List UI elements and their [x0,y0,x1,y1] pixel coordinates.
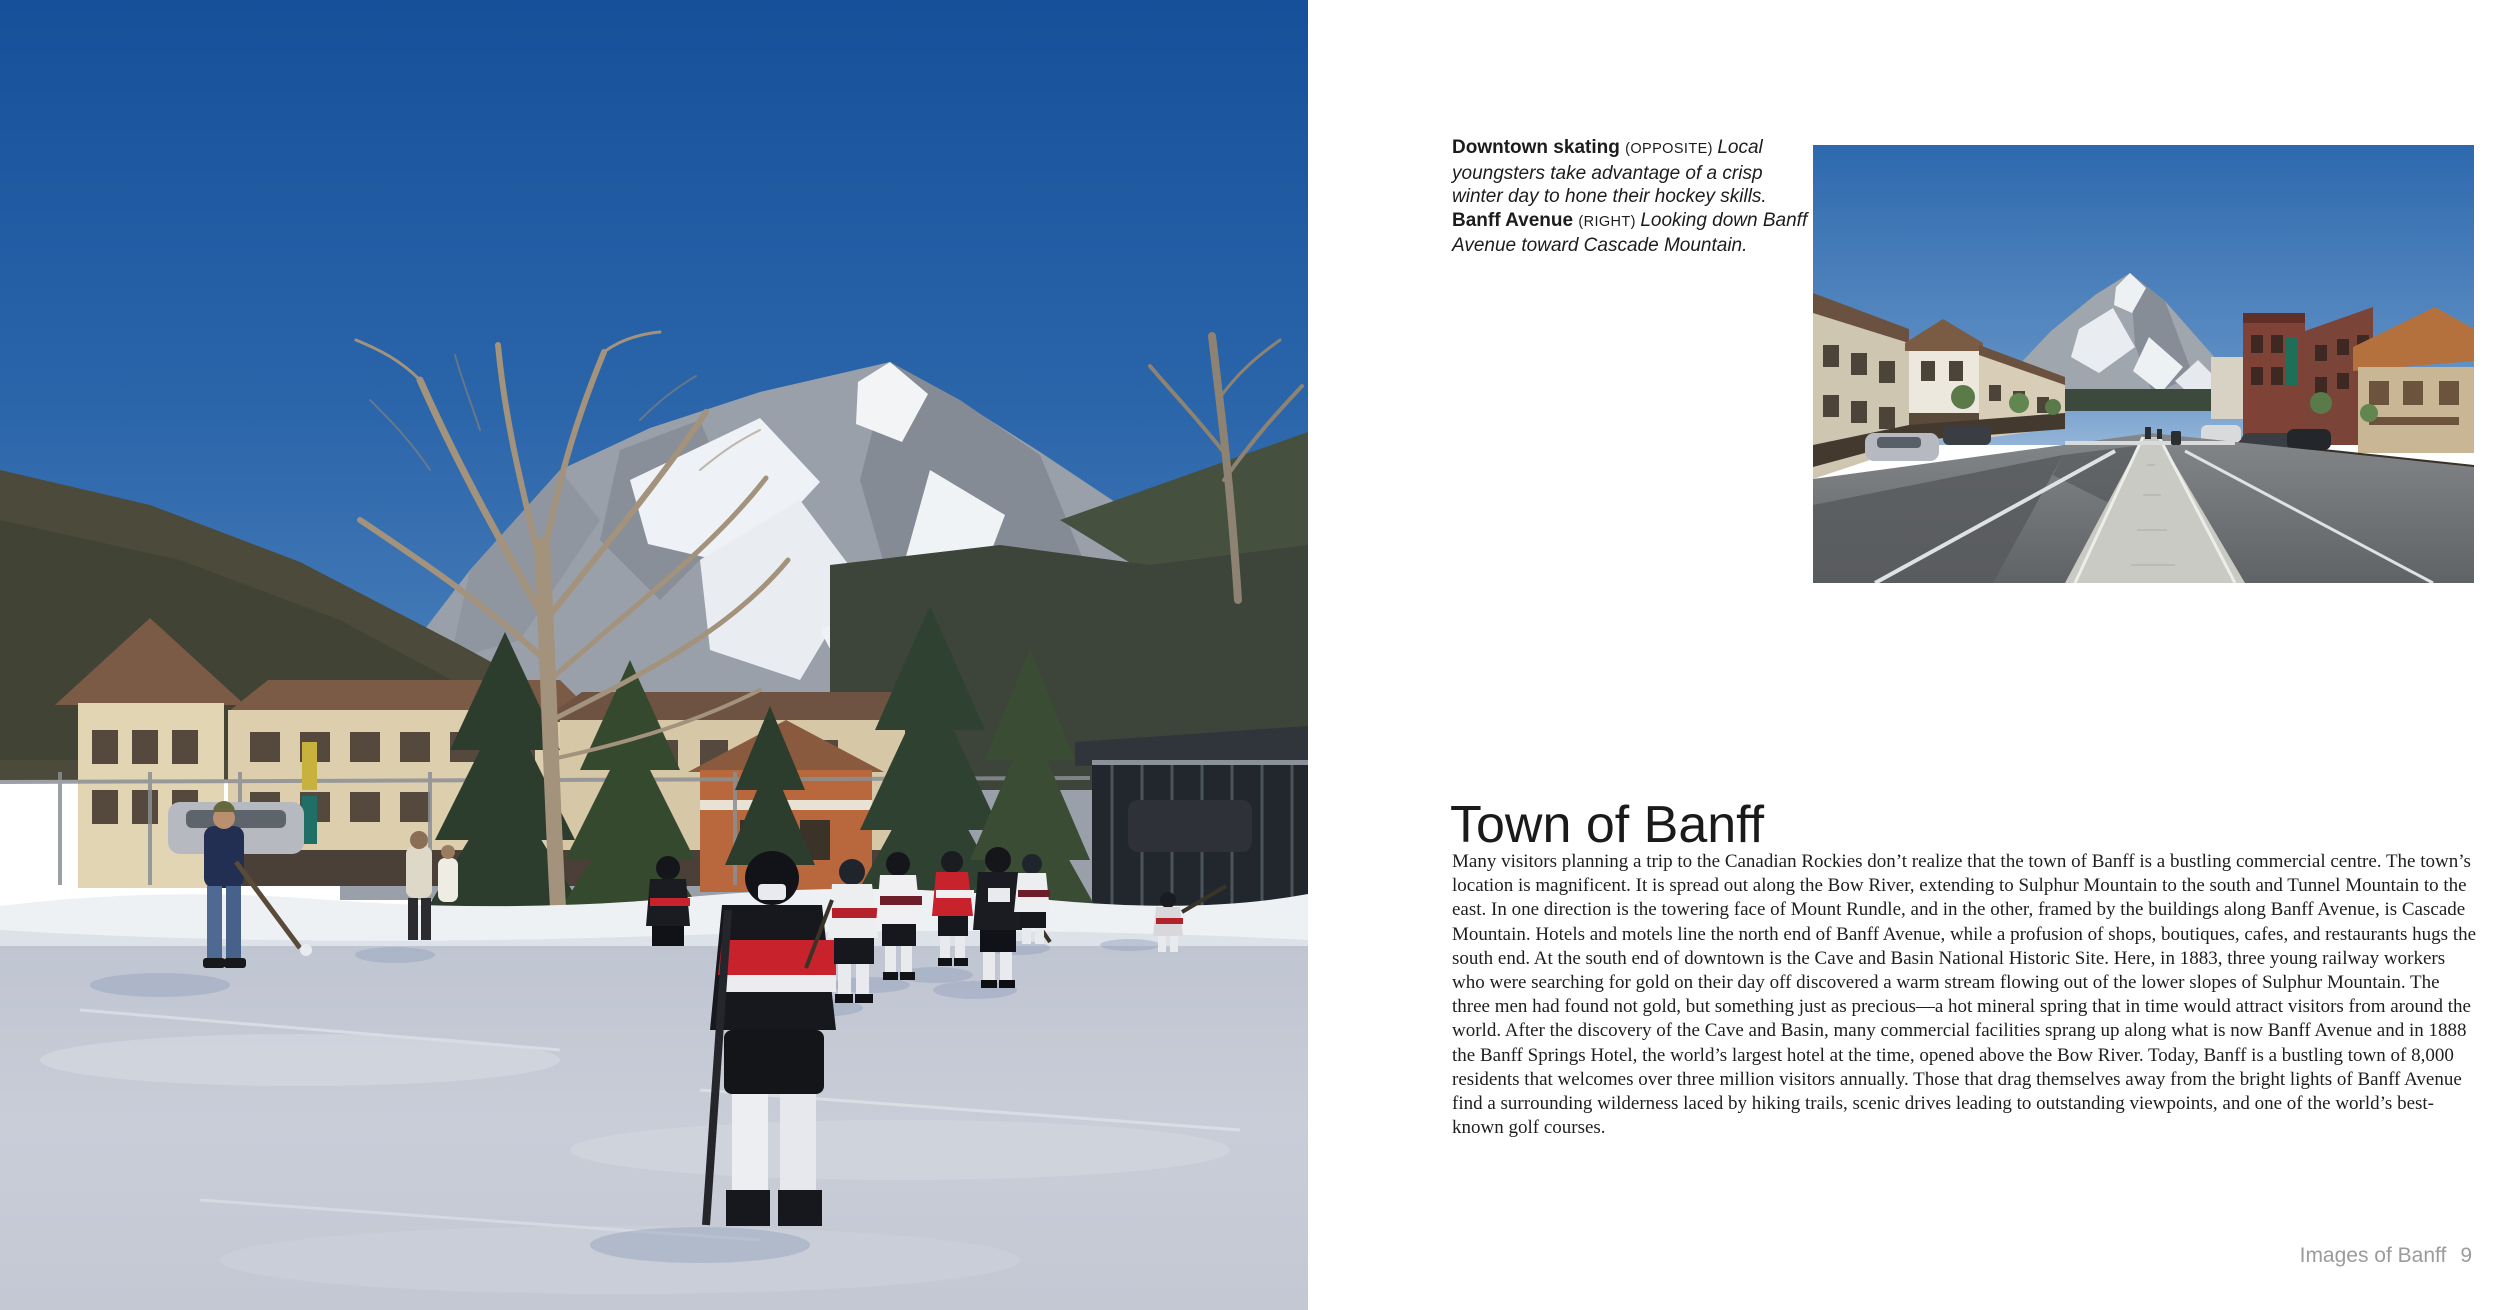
caption-run-caps: (OPPOSITE) [1625,141,1718,157]
banff-avenue-photo [1813,145,2474,583]
caption-run-bold: Banff Avenue [1452,209,1579,231]
footer-book-title: Images of Banff [2299,1244,2447,1267]
page-number: 9 [2460,1244,2472,1267]
page-footer [2300,1244,2472,1268]
body-paragraph: Many visitors planning a trip to the Canadian Rockies don’t realize that the town of Banff is a bustling commercial centre. The town’s location is magnificent. It is spread out along the Bow River, extending to Sulphur Mountain to the south and Tunnel Mountain to the east. In one direction is the towering face of Mount Rundle, and in the other, framed by the buildings along Banff Avenue, is Cascade Mountain. Hotels and motels line the north end of Banff Avenue, while a profusion of shops, boutiques, cafes, and restaurants hugs the south end. At the south end of downtown is the Cave and Basin National Historic Site. Here, in 1883, three young railway workers who were searching for gold on their day off discovered a warm stream flowing out of the lower slopes of Sulphur Mountain. The three men had found not gold, but something just as precious—a hot mineral spring that in time would attract visitors from around the world. After the discovery of the Cave and Basin, many commercial facilities sprang up along what is now Banff Avenue and in 1888 the Banff Springs Hotel, the world’s largest hotel at the time, opened above the Bow River. Today, Banff is a bustling town of 8,000 residents that welcomes over three million visitors annually. Those that drag themselves away from the bright lights of Banff Avenue find a surrounding wilderness laced by hiking trails, scenic drives leading to outstanding viewpoints, and one of the world’s best-known golf courses. [1452,851,2477,1139]
banff-avenue-illustration [1813,145,2474,583]
caption-run-bold: Downtown skating [1452,137,1626,158]
caption-run-italic: Local youngsters take advantage of a crisp winter day to hone their hockey skills. [1452,137,1767,208]
photo-caption [1452,136,1808,258]
caption-run-italic: Looking down Banff Avenue toward Cascade Mountain. [1452,209,1808,257]
caption-run-caps: (RIGHT) [1578,213,1641,230]
page-title: Town of Banff [1450,795,1765,854]
